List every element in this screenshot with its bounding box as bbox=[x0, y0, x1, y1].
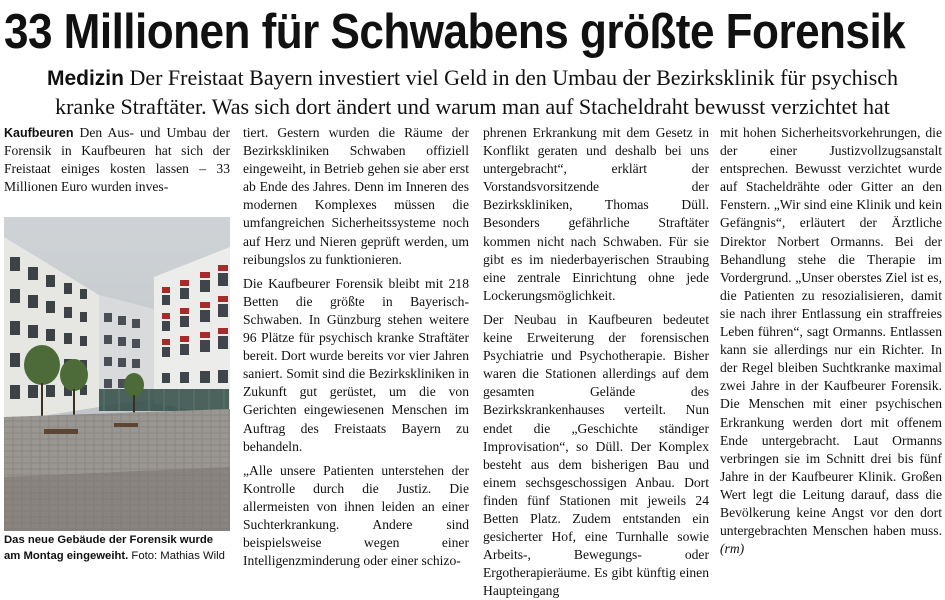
caption-text: Das neue Gebäude der Forensik wurde am Montag eingeweiht. bbox=[4, 534, 214, 562]
paragraph: Die Kaufbeurer Forensik bleibt mit 218 Betten die größte in Bayerisch-Schwaben. In Günzburg stehen weitere 96 Plätze für psychisch kranke Straftäter bereit. Dort wurde bereits vor vier Jahren saniert. Somit sind die Bezirkskliniken in Zukunft gut gerüstet, um die von Gerichten eingewiesenen Menschen im Auftrag des Freistaats Bayern zu behandeln. bbox=[243, 275, 469, 454]
article-column-2 bbox=[243, 124, 469, 570]
photo-credit: Foto: Mathias Wild bbox=[131, 549, 225, 562]
paragraph: phrenen Erkrankung mit dem Gesetz in Konflikt geraten und deshalb bei uns untergebracht“, erklärt der Vorstandsvorsitzende der Bezirkskliniken, Thomas Düll. Besonders gefährliche Straftäter kommen nicht nach Schwaben. Für sie gibt es im niederbayerischen Straubing eine zentrale Einrichtung ohne jede Lockerungsmöglichkeit. bbox=[483, 125, 709, 303]
photo-caption bbox=[4, 533, 230, 564]
kicker: Medizin bbox=[46, 67, 124, 90]
article-column-1 bbox=[4, 124, 230, 196]
paragraph-text: mit hohen Sicherheitsvorkehrungen, die der einer Justizvollzugsanstalt entsprechen. Bewusst verzichtet wurde auf Stacheldrähte oder Gitter an den Fenstern. „Wir sind eine Klinik und kein Gefängnis“, erläutert der Ärztliche Direktor Norbert Ormanns. Bei der Behandlung stehe die Therapie im Vordergrund. „Unser oberstes Ziel ist es, die Patienten zu resozialisieren, damit sie nach ihrer Entlassung ein straffreies Leben führen“, sagt Ormanns. Entlassen kann sie allerdings nur ein Richter. In der Regel bleiben Suchtkranke maximal zwei Jahre in der Kaufbeurer Forensik. Die Menschen mit einer psychischen Erkrankung werden dort mit offenem Ende untergebracht. Laut Ormanns verbringen sie im Schnitt drei bis fünf Jahre in der Kaufbeurer Klinik. Großen Wert legt die Leitung darauf, dass die Bevölkerung keine Angst vor den dort untergebrachten Menschen haben muss. bbox=[720, 125, 942, 539]
paragraph: Der Neubau in Kaufbeuren bedeutet keine Erweiterung der forensischen Psychiatrie und Psychotherapie. Bisher waren die Stationen allerdings auf dem gesamten Gelände des Bezirkskrankenhauses verteilt. Nun endet die „Geschichte ständiger Improvisation“, so Düll. Der Komplex besteht aus dem bisherigen Bau und einem sechsgeschossigen Anbau. Dort finden fünf Stationen mit jeweils 24 Betten Platz. Zudem entstanden ein gesicherter Hof, eine Turnhalle sowie Arbeits-, Bewegungs- oder Ergotherapieräume. Es gibt künftig einen Haupteingang bbox=[483, 311, 709, 599]
paragraph bbox=[720, 124, 942, 558]
paragraph: tiert. Gestern wurden die Räume der Bezirkskliniken Schwaben offiziell eingeweiht, in Betrieb gehen sie aber erst ab Ende des Jahres. Denn im Inneren des modernen Komplexes müssen die umfangreichen Sicherheitssysteme noch auf Herz und Nieren geprüft werden, um reibungslos zu funktionieren. bbox=[243, 125, 469, 267]
intro-paragraph bbox=[4, 124, 230, 196]
building-photo-illustration bbox=[4, 217, 230, 531]
article-column-3 bbox=[483, 124, 709, 600]
subhead-line-2: kranke Straftäter. Was sich dort ändert und warum man auf Stacheldraht bewusst verzichtet hat bbox=[55, 94, 890, 119]
paragraph: „Alle unsere Patienten unterstehen der Kontrolle durch die Justiz. Die allermeisten von ihnen leiden an einer Suchterkrankung. Andere sind beispielsweise wegen einer Intelligenzminderung oder einer schizo- bbox=[243, 462, 469, 569]
dateline: Kaufbeuren bbox=[4, 126, 74, 140]
subhead-line-1 bbox=[0, 64, 945, 93]
intro-text: Den Aus- und Umbau der Forensik in Kaufbeuren hat sich der Freistaat einiges kosten lassen – 33 Millionen Euro wurden inves- bbox=[4, 125, 230, 195]
subhead-text-1: Der Freistaat Bayern investiert viel Geld in den Umbau der Bezirksklinik für psychisch bbox=[129, 65, 899, 90]
headline: 33 Millionen für Schwabens größte Forensik bbox=[4, 5, 906, 59]
article-photo bbox=[4, 217, 230, 531]
subheadline bbox=[0, 64, 945, 121]
author-signature: (rm) bbox=[720, 541, 745, 557]
article-column-4 bbox=[720, 124, 942, 558]
